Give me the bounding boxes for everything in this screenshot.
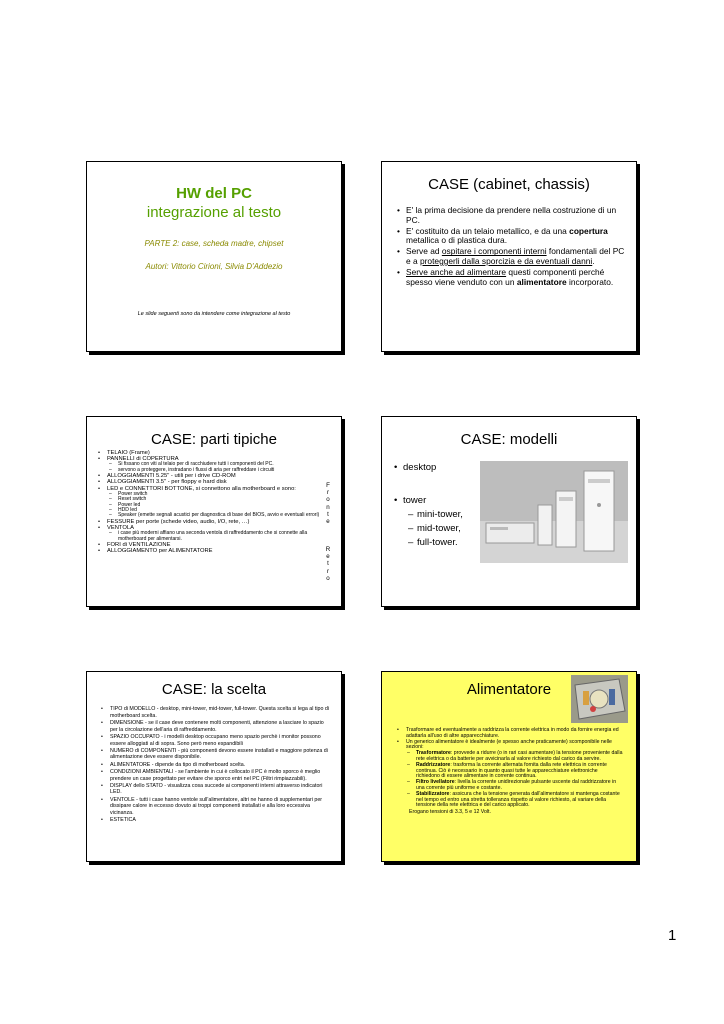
power-supply-photo [571, 675, 628, 723]
slide-4-title: CASE: modelli [460, 431, 558, 448]
slide-2 [381, 161, 637, 352]
voltage-note: Erogano tensioni di 3.3, 5 e 12 Volt. [409, 809, 491, 816]
list-subitem: – mid-tower, [408, 522, 463, 536]
list-subitem: – Si fissano con viti al telaio per di racchiudere tutti i componenti del PC. [109, 462, 324, 467]
list-item: • DISPLAY dello STATO - visualizza cosa succede ai componenti interni attraverso indicatori LED. [101, 783, 331, 796]
vertical-label-retro: R e t r o [325, 546, 331, 582]
slide-4-list [394, 461, 463, 550]
list-subitem: – Speaker (emette segnali acustici per diagnostica di base del BIOS, avvio e eventuali errori) [109, 513, 324, 518]
list-item: • LED e CONNETTORI BOTTONE, si connettono alla motherboard e sono: [98, 486, 324, 492]
slide-5-list [101, 706, 331, 824]
list-item: • desktop [394, 461, 463, 475]
slide-6-list [397, 728, 623, 816]
slide-1-title: HW del PC [176, 185, 252, 202]
list-item: • VENTOLA [98, 525, 324, 531]
list-item: • E' costituito da un telaio metallico, e da una copertura metallica o di plastica dura. [397, 227, 625, 246]
slide-3-title: CASE: parti tipiche [151, 431, 277, 448]
list-subitem: – Raddrizzatore: trasforma la corrente alternata fornita dalla rete elettrica in corrente continua. Ciò è necessario in quanto quasi tutte le apparecchiature elettroniche richiedono di essere alimentare in corrente continua. [407, 763, 623, 780]
list-item: • SPAZIO OCCUPATO - i modelli desktop occupano meno spazio perchè i monitor possono essere alloggiati al di sopra. Sono però meno espandibili [101, 734, 331, 747]
slide-2-title: CASE (cabinet, chassis) [428, 176, 590, 193]
slide-6 [381, 671, 637, 862]
list-subitem: – mini-tower, [408, 508, 463, 522]
vertical-label-fronte: F r o n t e [326, 482, 330, 526]
list-item: • ALLOGGIAMENTI 3.5" - per floppy e hard disk [98, 479, 324, 485]
list-item: • TELAIO (Frame) [98, 450, 324, 456]
list-subitem: – Stabilizzatore: assicura che la tensione generata dall'alimentatore si mantenga costante nel tempo ed entro una stretta tolleranza rispetto al valore richiesto, al variare della tensione della rete elettrica e del carico applicato. [407, 792, 623, 809]
list-item: • ALLOGGIAMENTI 5.25" - utili per i drive CD-ROM [98, 473, 324, 479]
list-item: • ALIMENTATORE - dipende da tipo di motherboard scelta. [101, 762, 331, 769]
list-item: • FORI di VENTILAZIONE [98, 542, 324, 548]
slide-1-note: Le slide seguenti sono da intendere come integrazione al testo [137, 311, 291, 317]
slide-3 [86, 416, 342, 607]
page-number: 1 [668, 927, 677, 944]
list-item: • NUMERO di COMPONENTI - più componenti devono essere installati e maggiore potenza di alimentazione deve essere disponibile. [101, 748, 331, 761]
list-item: • Serve ad ospitare i componenti interni fondamentali del PC e a proteggerli dalla sporcizia e da eventuali danni. [397, 247, 625, 266]
slide-3-list [98, 450, 324, 554]
list-item: • ESTETICA [101, 817, 331, 824]
list-subitem: – Power switch [109, 492, 324, 497]
list-subitem: – i case più moderni affiano una seconda ventola di raffreddamento che si connette alla motherboard per alimentarsi. [109, 531, 324, 542]
list-item: • FESSURE per porte (schede video, audio, I/O, rete, …) [98, 519, 324, 525]
slide-2-list [397, 206, 625, 289]
list-subitem: – Trasformatore: provvede a ridurre (o in rari casi aumentare) la tensione proveniente dalla rete elettrica o da batterie per avvicinarla al valore richiesto dal carico da servire. [407, 751, 623, 763]
list-subitem: – Reset switch [109, 497, 324, 502]
slide-6-title: Alimentatore [466, 681, 552, 698]
slide-1 [86, 161, 342, 352]
list-item: • Serve anche ad alimentare questi componenti perché spesso viene venduto con un alimentatore incorporato. [397, 268, 625, 287]
list-item: • Trasformare ed eventualmente a raddrizza la corrente elettrica in modo da fornire energia ed adattarla all'uso di altre apparecchiature. [397, 728, 623, 740]
slide-1-subtitle: integrazione al testo [146, 204, 282, 221]
list-item: • DIMENSIONE - se il case deve contenere molti componenti, attenzione a lasciare lo spazio per la circolazione dell'aria di raffreddamento. [101, 720, 331, 733]
list-subitem: – HDD led [109, 508, 324, 513]
list-item: • VENTOLE - tutti i case hanno ventole sull'alimentatore, altri ne hanno di supplementari per dissipare calore in eccesso dovuto ai troppi componenti installati e alla loro eccessiva vicinanza. [101, 797, 331, 817]
slide-4 [381, 416, 637, 607]
slide-1-part: PARTE 2: case, scheda madre, chipset [144, 239, 284, 248]
slide-5 [86, 671, 342, 862]
list-item: • CONDIZIONI AMBIENTALI - se l'ambiente in cui è collocato il PC è molto sporco è meglio prendere un case progettato per evitare che sporco entri nel PC (Filtri rimpiazzabili). [101, 769, 331, 782]
list-item: • ALLOGGIAMENTO per ALIMENTATORE [98, 548, 324, 554]
slide-5-title: CASE: la scelta [161, 681, 267, 698]
list-item: • PANNELLI di COPERTURA [98, 456, 324, 462]
list-subitem: – Filtro livellatore: livella la corrente unidirezionale pulsante uscente dal raddrizzatore in una corrente più uniforme e costante. [407, 780, 623, 792]
list-item: • E' la prima decisione da prendere nella costruzione di un PC. [397, 206, 625, 225]
list-item: • TIPO di MODELLO - desktop, mini-tower, mid-tower, full-tower. Questa scelta si lega al tipo di motherboard scelta. [101, 706, 331, 719]
slide-1-authors: Autori: Vittorio Cirioni, Silvia D'Addezio [145, 262, 283, 271]
list-subitem: – Power led [109, 503, 324, 508]
list-item: • tower [394, 494, 463, 508]
case-models-photo [480, 461, 628, 563]
list-subitem: – servono a proteggere, instradano i flussi di aria per raffreddare i circuiti [109, 468, 324, 473]
list-item: • Un generico alimentatore è idealmente (e spesso anche praticamente) scomponibile nelle sezioni: [397, 740, 623, 752]
list-subitem: – full-tower. [408, 536, 463, 550]
